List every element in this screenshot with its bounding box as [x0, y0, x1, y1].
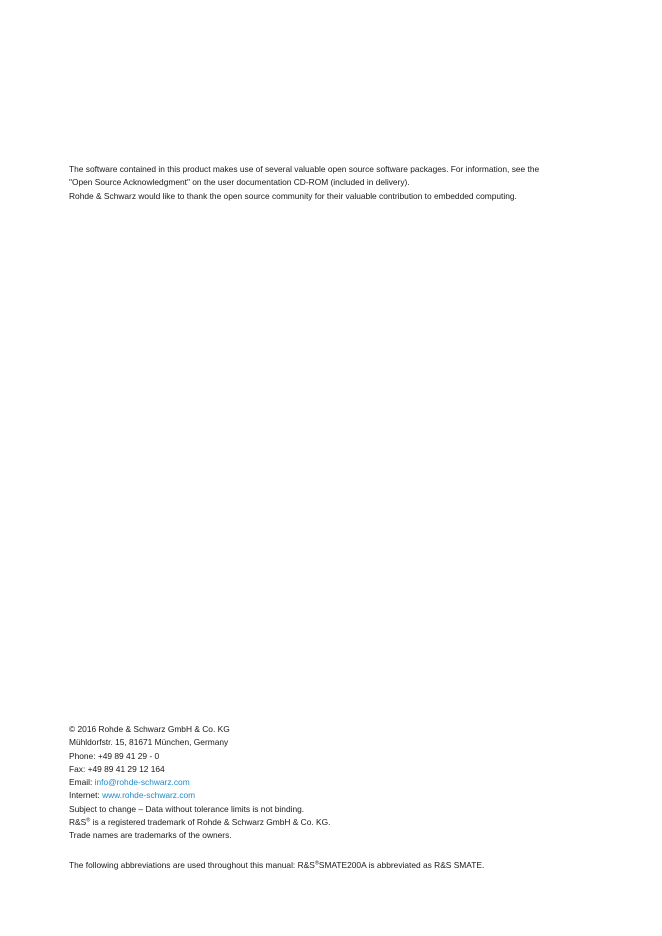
notice-line-2: "Open Source Acknowledgment" on the user documentation CD-ROM (included in delivery).	[69, 177, 410, 188]
abbrev-suffix: SMATE200A is abbreviated as R&S SMATE.	[318, 860, 485, 870]
email-line	[69, 776, 602, 789]
abbrev-registered-mark: ®	[314, 860, 319, 867]
copyright: © 2016 Rohde & Schwarz GmbH & Co. KG	[69, 724, 230, 734]
open-source-notice	[69, 163, 602, 203]
notice-line-3: Rohde & Schwarz would like to thank the open source community for their valuable contribution to embedded computing.	[69, 190, 517, 201]
fax: Fax: +49 89 41 29 12 164	[69, 763, 165, 774]
registered-mark: ®	[86, 817, 91, 824]
trademark-line	[69, 816, 602, 829]
email-link[interactable]: info@rohde-schwarz.com	[94, 777, 190, 788]
trade-names: Trade names are trademarks of the owners.	[69, 830, 232, 841]
notice-line-1: The software contained in this product makes use of several valuable open source software packages. For information, see the	[69, 164, 540, 174]
internet-label: Internet:	[69, 790, 103, 801]
email-label: Email:	[69, 777, 95, 788]
trademark-rs: R&S	[69, 817, 87, 828]
subject-to-change: Subject to change – Data without tolerance limits is not binding.	[69, 803, 305, 814]
abbreviation-note	[69, 859, 602, 872]
abbreviation-line	[69, 859, 602, 872]
imprint	[69, 723, 602, 843]
phone: Phone: +49 89 41 29 - 0	[69, 750, 160, 761]
address: Mühldorfstr. 15, 81671 München, Germany	[69, 737, 229, 748]
trademark-text: is a registered trademark of Rohde & Schwarz GmbH & Co. KG.	[90, 817, 331, 828]
abbrev-prefix: The following abbreviations are used throughout this manual: R&S	[69, 860, 315, 870]
internet-line	[69, 789, 602, 802]
internet-link[interactable]: www.rohde-schwarz.com	[102, 790, 196, 801]
